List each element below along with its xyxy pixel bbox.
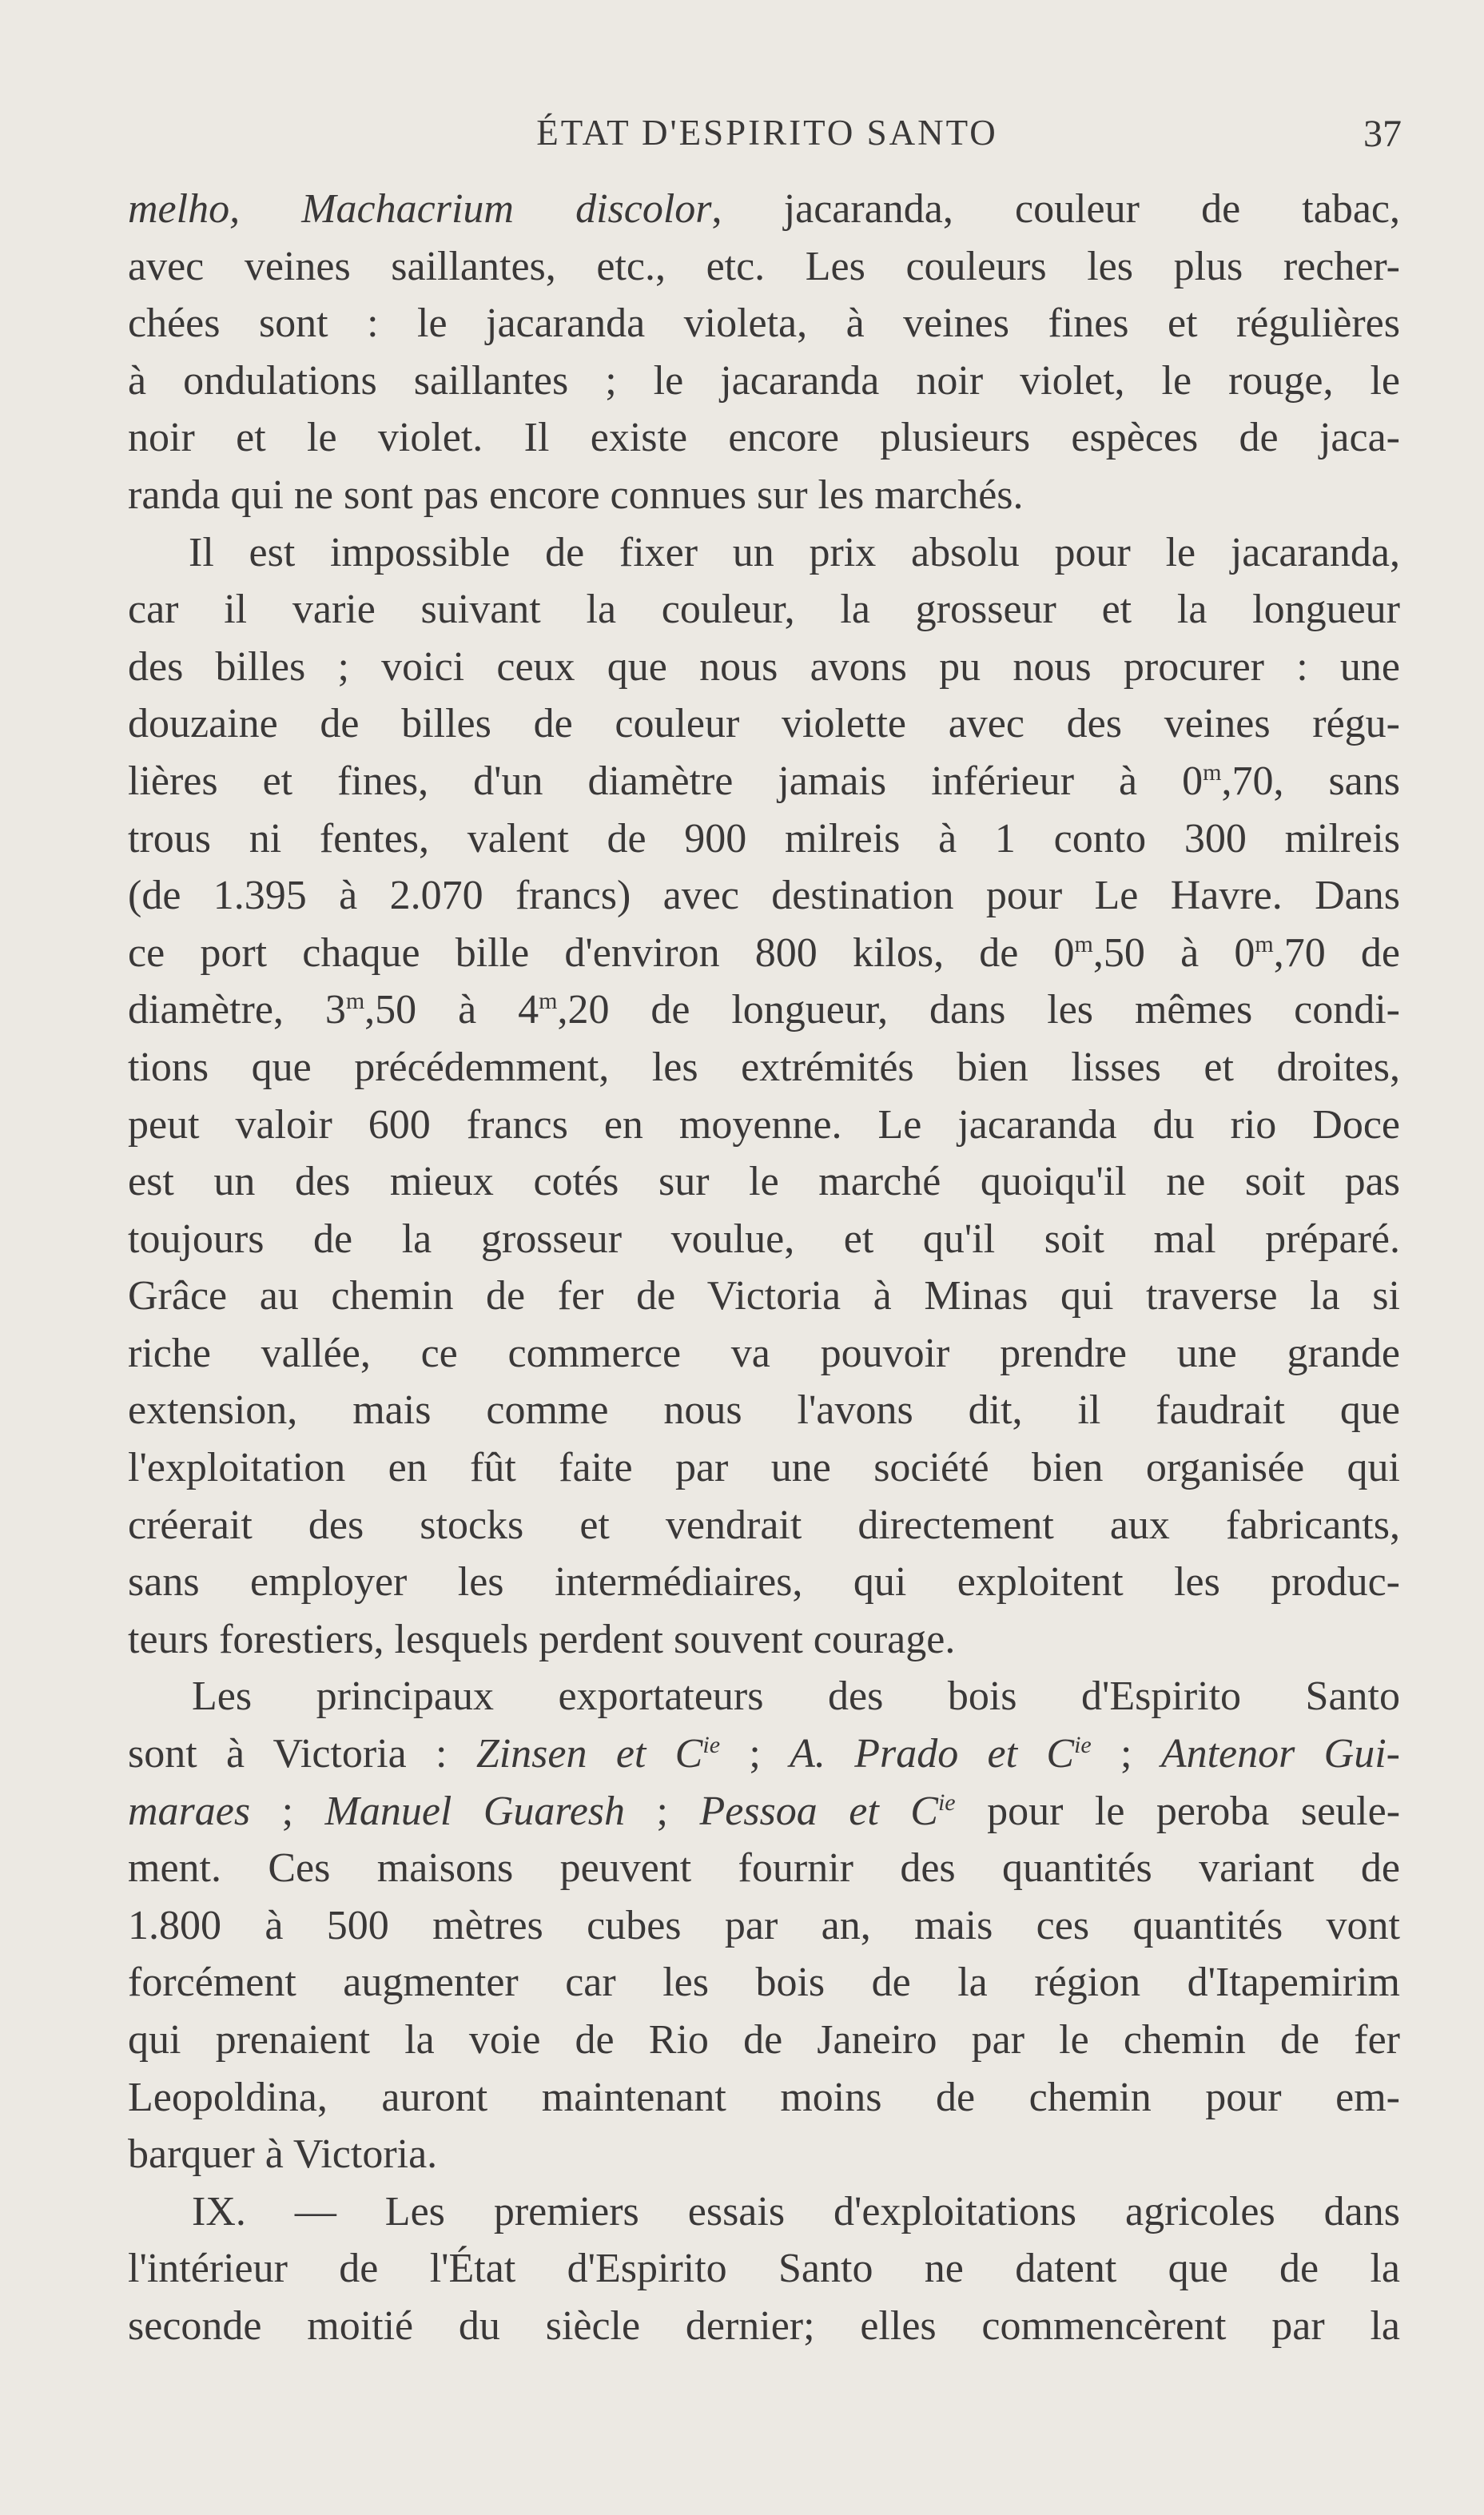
text-segment: qui prenaient la voie de Rio de Janeiro par le chemin de fer <box>128 2017 1400 2063</box>
text-segment: l'exploitation en fût faite par une société bien organisée qui <box>128 1445 1400 1491</box>
text-segment: noir et le violet. Il existe encore plusieurs espèces de jaca- <box>128 415 1400 461</box>
text-segment: sans employer les intermédiaires, qui exploitent les produc- <box>128 1559 1400 1606</box>
running-title: ÉTAT D'ESPIRITO SANTO <box>536 113 998 153</box>
text-line <box>128 295 1400 352</box>
text-segment: seconde moitié du siècle dernier; elles commencèrent par la <box>128 2302 1400 2349</box>
text-segment: ,20 de longueur, dans les mêmes condi- <box>557 987 1400 1033</box>
text-line <box>128 409 1400 467</box>
text-segment: randa qui ne sont pas encore connues sur les marchés. <box>128 472 1024 518</box>
text-segment: riche vallée, ce commerce va pouvoir prendre une grande <box>128 1330 1400 1376</box>
text-segment: toujours de la grosseur voulue, et qu'il soit mal préparé. <box>128 1216 1400 1262</box>
text-line <box>128 238 1400 296</box>
text-line <box>128 581 1400 639</box>
page-number: 37 <box>1363 113 1402 155</box>
page-header <box>128 112 1406 160</box>
text-segment: Les principaux exportateurs des bois d'Espirito Santo <box>192 1673 1400 1720</box>
superscript: m <box>1074 930 1093 957</box>
text-segment: 1.800 à 500 mètres cubes par an, mais ces quantités vont <box>128 1902 1400 1948</box>
text-segment: ; <box>1091 1731 1161 1777</box>
text-segment: IX. — Les premiers essais d'exploitations agricoles dans <box>192 2188 1400 2234</box>
superscript: m <box>1255 930 1274 957</box>
text-line <box>128 524 1400 582</box>
text-line <box>128 695 1400 753</box>
superscript: ie <box>702 1732 721 1759</box>
superscript: ie <box>1074 1732 1092 1759</box>
text-segment: melho, Machacrium discolor <box>128 186 712 232</box>
superscript: ie <box>937 1789 956 1816</box>
text-segment: A. Prado et C <box>790 1731 1075 1777</box>
text-line <box>128 1954 1400 2012</box>
text-line <box>128 1382 1400 1439</box>
text-line <box>128 1725 1400 1783</box>
text-line <box>128 1554 1400 1611</box>
superscript: m <box>1203 758 1222 786</box>
text-line <box>128 1325 1400 1383</box>
text-segment: Leopoldina, auront maintenant moins de chemin pour em- <box>128 2074 1400 2120</box>
text-line <box>128 1897 1400 1955</box>
text-segment: trous ni fentes, valent de 900 milreis à 1 conto 300 milreis <box>128 815 1400 862</box>
text-segment: des billes ; voici ceux que nous avons pu nous procurer : une <box>128 643 1400 690</box>
text-line <box>128 753 1400 810</box>
text-segment: ; <box>250 1788 325 1834</box>
text-segment: ,50 à 0 <box>1092 929 1255 976</box>
text-segment: teurs forestiers, lesquels perdent souvent courage. <box>128 1616 956 1662</box>
text-line <box>128 1039 1400 1096</box>
text-line <box>128 2298 1400 2355</box>
superscript: m <box>345 988 365 1015</box>
text-segment: ment. Ces maisons peuvent fournir des quantités variant de <box>128 1845 1400 1892</box>
text-segment: ,70, sans <box>1221 758 1400 804</box>
text-line <box>128 2126 1400 2183</box>
text-segment: chées sont : le jacaranda violeta, à veines fines et régulières <box>128 300 1400 347</box>
text-segment: Pessoa et C <box>699 1788 938 1834</box>
text-line <box>128 981 1400 1039</box>
text-segment: Manuel Guaresh <box>324 1788 626 1834</box>
text-line <box>128 181 1400 238</box>
text-segment: est un des mieux cotés sur le marché quoiqu'il ne soit pas <box>128 1159 1400 1205</box>
text-segment: Il est impossible de fixer un prix absolu pour le jacaranda, <box>189 529 1400 575</box>
text-segment: l'intérieur de l'État d'Espirito Santo ne datent que de la <box>128 2246 1400 2292</box>
text-segment: , jacaranda, couleur de tabac, <box>711 186 1400 232</box>
text-line <box>128 467 1400 524</box>
text-line <box>128 810 1400 868</box>
text-segment: extension, mais comme nous l'avons dit, il faudrait que <box>128 1387 1400 1434</box>
text-line <box>128 1611 1400 1669</box>
text-line <box>128 1211 1400 1268</box>
text-segment: Grâce au chemin de fer de Victoria à Minas qui traverse la si <box>128 1273 1400 1319</box>
text-segment: sont à Victoria : <box>128 1731 476 1777</box>
text-segment: à ondulations saillantes ; le jacaranda noir violet, le rouge, le <box>128 357 1400 404</box>
text-line <box>128 639 1400 696</box>
text-segment: peut valoir 600 francs en moyenne. Le jacaranda du rio Doce <box>128 1101 1400 1148</box>
text-segment: ,70 de <box>1273 929 1400 976</box>
text-segment: douzaine de billes de couleur violette avec des veines régu- <box>128 701 1400 747</box>
text-segment: tions que précédemment, les extrémités bien lisses et droites, <box>128 1044 1400 1090</box>
text-line <box>128 1439 1400 1497</box>
text-line <box>128 1497 1400 1554</box>
text-segment: ce port chaque bille d'environ 800 kilos, de 0 <box>128 929 1075 976</box>
text-segment: forcément augmenter car les bois de la région d'Itapemirim <box>128 1960 1400 2006</box>
text-line <box>128 925 1400 982</box>
text-line <box>128 1668 1400 1725</box>
text-segment: ; <box>720 1731 790 1777</box>
text-segment: créerait des stocks et vendrait directement aux fabricants, <box>128 1502 1400 1548</box>
text-segment: avec veines saillantes, etc., etc. Les couleurs les plus recher- <box>128 243 1400 289</box>
text-line <box>128 352 1400 410</box>
text-segment: barquer à Victoria. <box>128 2131 438 2178</box>
text-line <box>128 2012 1400 2069</box>
text-segment: (de 1.395 à 2.070 francs) avec destination pour Le Havre. Dans <box>128 873 1400 919</box>
text-line <box>128 1153 1400 1211</box>
superscript: m <box>539 988 558 1015</box>
text-segment: car il varie suivant la couleur, la grosseur et la longueur <box>128 587 1400 633</box>
text-segment: diamètre, 3 <box>128 987 346 1033</box>
text-line <box>128 1267 1400 1325</box>
text-segment: ,50 à 4 <box>364 987 539 1033</box>
text-segment: Zinsen et C <box>475 1731 703 1777</box>
text-line <box>128 867 1400 925</box>
text-segment: Antenor Gui- <box>1160 1731 1400 1777</box>
text-line <box>128 1783 1400 1840</box>
text-line <box>128 2240 1400 2298</box>
text-segment: pour le peroba seule- <box>955 1788 1401 1834</box>
text-line <box>128 1840 1400 1897</box>
text-line <box>128 2069 1400 2127</box>
text-segment: ; <box>625 1788 700 1834</box>
body-text <box>128 181 1400 2355</box>
text-segment: maraes <box>128 1788 251 1834</box>
text-segment: lières et fines, d'un diamètre jamais inférieur à 0 <box>128 758 1204 804</box>
text-line <box>128 2183 1400 2241</box>
text-line <box>128 1096 1400 1154</box>
